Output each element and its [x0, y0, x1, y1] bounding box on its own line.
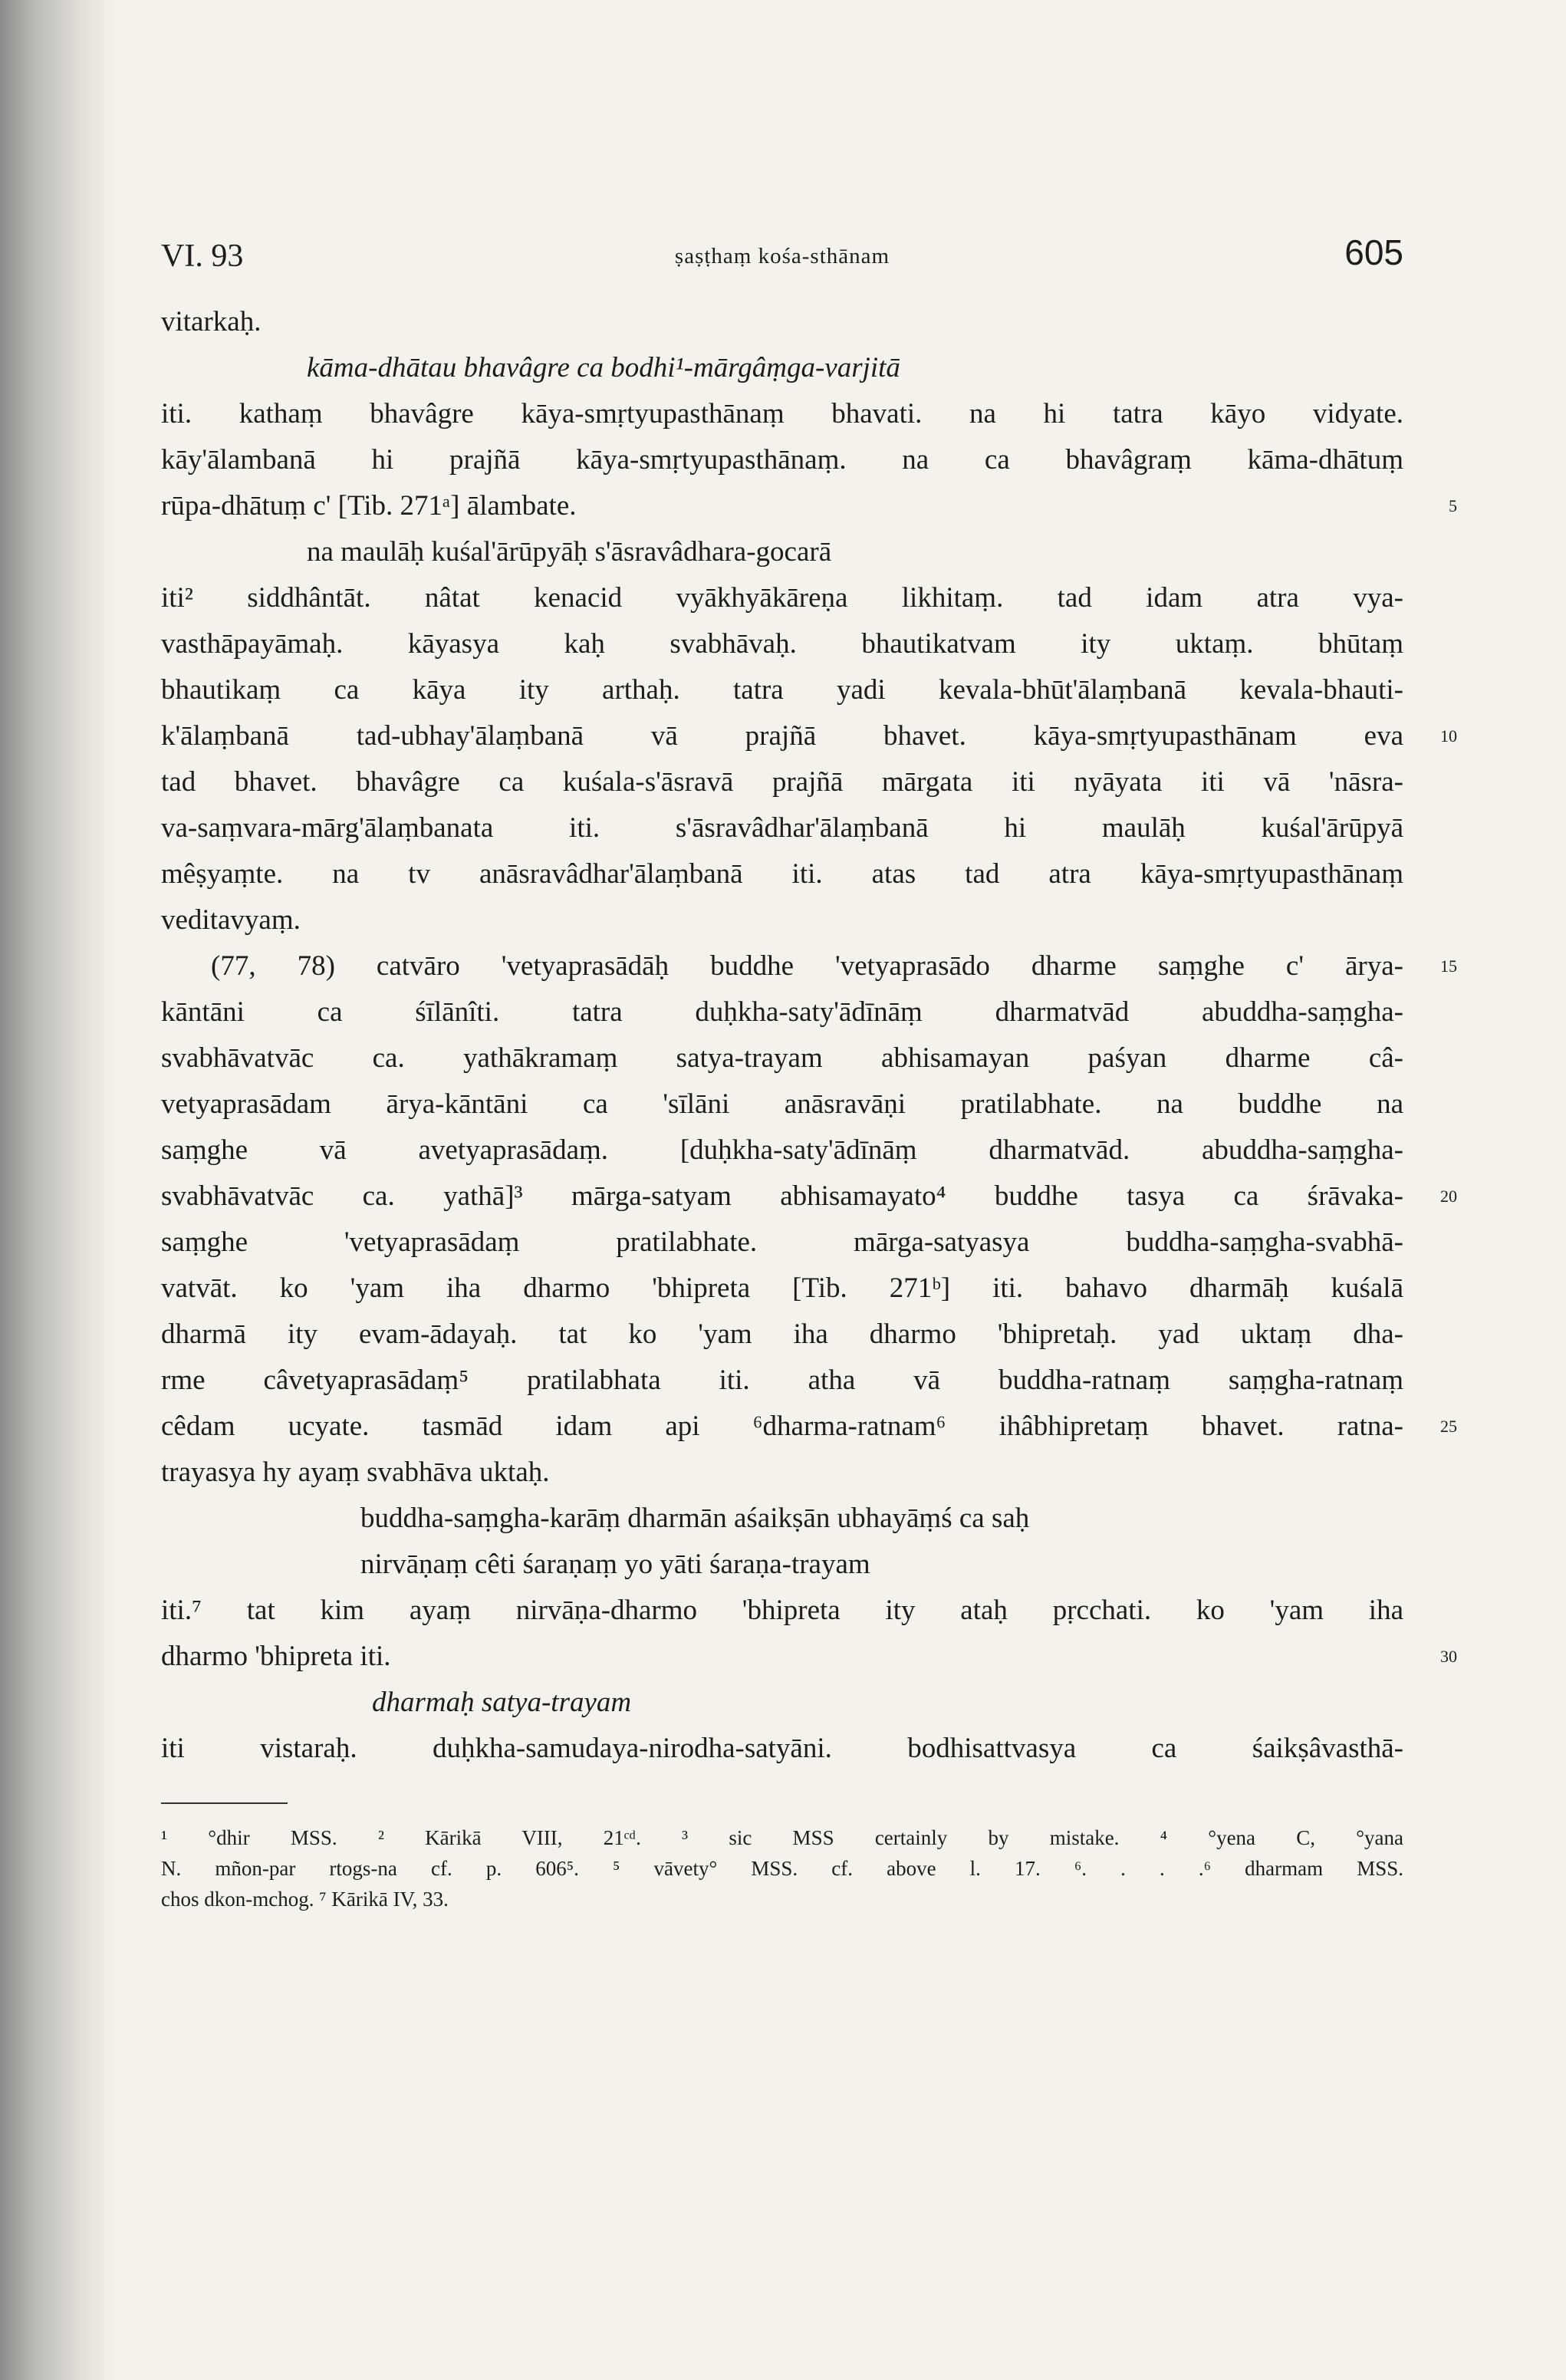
text-line: saṃghe vā avetyaprasādaṃ. [duḥkha-saty'ādīnāṃ dharmatvād. abuddha-saṃgha- [161, 1134, 1403, 1166]
footnote-line: N. mñon-par rtogs-na cf. p. 606⁵. ⁵ vāvety° MSS. cf. above l. 17. ⁶. . . .⁶ dharmam MSS. [161, 1857, 1403, 1880]
text-line: saṃghe 'vetyaprasādaṃ pratilabhate. mārga-satyasya buddha-saṃgha-svabhā- [161, 1226, 1403, 1258]
text-line: svabhāvatvāc ca. yathā]³ mārga-satyam abhisamayato⁴ buddhe tasya ca śrāvaka- 20 [161, 1174, 1403, 1220]
verse-line: dharmaḥ satya-trayam [372, 1687, 632, 1718]
text-line: tad bhavet. bhavâgre ca kuśala-s'āsravā prajñā mārgata iti nyāyata iti vā 'nāsra- [161, 766, 1403, 798]
text-line: dharmā ity evam-ādayaḥ. tat ko 'yam iha dharmo 'bhipretaḥ. yad uktaṃ dha- [161, 1318, 1403, 1350]
paragraph-start: (77, 78) catvāro 'vetyaprasādāḥ buddhe 'vetyaprasādo dharme saṃghe c' ārya- 15 [161, 943, 1403, 989]
text-line: kāntāni ca śīlānîti. tatra duḥkha-saty'ādīnāṃ dharmatvād abuddha-saṃgha- [161, 996, 1403, 1028]
verse-line: kāma-dhātau bhavâgre ca bodhi¹-mārgâṃga-varjitā [307, 352, 900, 383]
text-line: bhautikaṃ ca kāya ity arthaḥ. tatra yadi kevala-bhūt'ālaṃbanā kevala-bhauti- [161, 674, 1403, 706]
text-line: vitarkaḥ. [161, 306, 262, 337]
text-line: k'ālaṃbanā tad-ubhay'ālaṃbanā vā prajñā bhavet. kāya-smṛtyupasthānam eva 10 [161, 713, 1403, 759]
text-line: rme câvetyaprasādaṃ⁵ pratilabhata iti. atha vā buddha-ratnaṃ saṃgha-ratnaṃ [161, 1364, 1403, 1396]
text-line: iti² siddhântāt. nâtat kenacid vyākhyākāreṇa likhitaṃ. tad idam atra vya- [161, 582, 1403, 614]
line-number: 25 [1440, 1417, 1457, 1436]
text-line: iti vistaraḥ. duḥkha-samudaya-nirodha-satyāni. bodhisattvasya ca śaikṣâvasthā- [161, 1733, 1403, 1764]
text-line: vasthāpayāmaḥ. kāyasya kaḥ svabhāvaḥ. bhautikatvam ity uktaṃ. bhūtaṃ [161, 628, 1403, 660]
text-line: veditavyaṃ. [161, 904, 301, 936]
text-line: rūpa-dhātuṃ c' [Tib. 271ᵃ] ālambate. 5 [161, 483, 1403, 529]
main-text [161, 299, 1457, 1772]
chapter-ref: VI. 93 [161, 239, 244, 274]
running-title: ṣaṣṭhaṃ kośa-sthānam [674, 244, 890, 268]
text-line: cêdam ucyate. tasmād idam api ⁶dharma-ratnam⁶ ihâbhipretaṃ bhavet. ratna- 25 [161, 1404, 1403, 1450]
text-line: vetyaprasādam ārya-kāntāni ca 'sīlāni anāsravāṇi pratilabhate. na buddhe na [161, 1088, 1403, 1120]
scan-shadow [0, 0, 115, 2380]
page [161, 222, 1457, 1914]
footnote-line: chos dkon-mchog. ⁷ Kārikā IV, 33. [161, 1888, 449, 1911]
line-number: 5 [1449, 496, 1457, 515]
text-line: iti.⁷ tat kim ayaṃ nirvāṇa-dharmo 'bhipreta ity ataḥ pṛcchati. ko 'yam iha [161, 1595, 1403, 1626]
text-line: va-saṃvara-mārg'ālaṃbanata iti. s'āsravâdhar'ālaṃbanā hi maulāḥ kuśal'ārūpyā [161, 812, 1403, 844]
text-line: mêṣyaṃte. na tv anāsravâdhar'ālaṃbanā iti. atas tad atra kāya-smṛtyupasthānaṃ [161, 858, 1403, 890]
footnote-line: ¹ °dhir MSS. ² Kārikā VIII, 21ᶜᵈ. ³ sic MSS certainly by mistake. ⁴ °yena C, °yana [161, 1826, 1403, 1849]
text-line: vatvāt. ko 'yam iha dharmo 'bhipreta [Tib. 271ᵇ] iti. bahavo dharmāḥ kuśalā [161, 1272, 1403, 1304]
line-number: 15 [1440, 956, 1457, 976]
running-header [161, 222, 1403, 291]
footnote-rule [161, 1802, 288, 1804]
text-line: dharmo 'bhipreta iti. 30 [161, 1634, 1403, 1680]
text-line: svabhāvatvāc ca. yathākramaṃ satya-trayam abhisamayan paśyan dharme câ- [161, 1042, 1403, 1074]
footnotes [161, 1822, 1403, 1914]
line-number: 20 [1440, 1187, 1457, 1206]
line-number: 10 [1440, 726, 1457, 746]
text-line: kāy'ālambanā hi prajñā kāya-smṛtyupasthānaṃ. na ca bhavâgraṃ kāma-dhātuṃ [161, 444, 1403, 476]
text-line: iti. kathaṃ bhavâgre kāya-smṛtyupasthānaṃ bhavati. na hi tatra kāyo vidyate. [161, 398, 1403, 430]
text-line: trayasya hy ayaṃ svabhāva uktaḥ. [161, 1457, 550, 1488]
line-number: 30 [1440, 1647, 1457, 1666]
verse-line: nirvāṇaṃ cêti śaraṇaṃ yo yāti śaraṇa-trayam [360, 1549, 870, 1580]
verse-line: buddha-saṃgha-karāṃ dharmān aśaikṣān ubhayāṃś ca saḥ [360, 1503, 1030, 1534]
page-number: 605 [1344, 232, 1403, 272]
verse-line: na maulāḥ kuśal'ārūpyāḥ s'āsravâdhara-gocarā [307, 536, 832, 568]
